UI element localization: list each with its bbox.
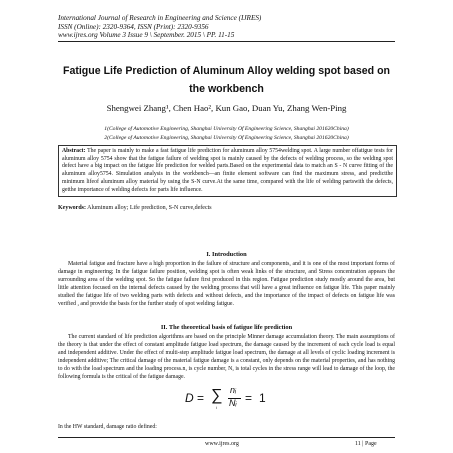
abstract-label: Abstract: (62, 148, 86, 154)
title-line-2: the workbench (189, 83, 264, 95)
affiliation-1: 1(College of Automotive Engineering, Shanghai University Of Engineering Science, Shanghai 201620China) (104, 126, 349, 132)
journal-header (58, 14, 398, 40)
formula-rhs: 1 (259, 391, 266, 405)
formula-equals-1: = (197, 391, 205, 405)
section-text-theory: The current standard of life prediction algorithms are based on the principle Minner damage accumulation theory. The main assumptions of the theory is that under the effect of constant amplitude fatigue load spectrum, the damage caused by the increment of each cycle load is equal and independent additive. Under the effect of multi-step amplitude fatigue load spectrum, the damage at all levels of cyclic loading increment is independent additive; The critical damage of the material fatigue damage is a constant, only depends on the material properties, and has nothing to do with the load spectrum and the loading process.n, is cycle number, N, is total cycles in the stress range will lead to damage of the loop, the following formula is the critical of the fatigue damage. (58, 334, 395, 380)
journal-name: International Journal of Research in Engineering and Science (IJRES) (58, 14, 262, 22)
abstract-box (58, 145, 397, 197)
journal-volume: www.ijres.org Volume 3 Issue 9 \ September. 2015 \ PP. 11-15 (58, 31, 235, 40)
after-formula-text: In the HW standard, damage ratio defined: (58, 424, 157, 430)
author-list: Shengwei Zhang¹, Chen Hao², Kun Gao, Duan Yu, Zhang Wen-Ping (106, 103, 347, 113)
keywords-text: Aluminum alloy; Life prediction, S-N curve,defects (87, 205, 212, 211)
abstract-text: The paper is mainly to make a fast fatigue life prediction for aluminum alloy 5754welding spot. A large number offatigue tests for aluminum alloy 5754 show that the fatigue failure of welding spot is mainly caused by the defects of welding process, so the welding spot defect have a big impact on the fatigue life prediction for welded parts.Based on the experimental data to match an S - N curve fitting of the aluminum alloy5754. Simulation analysis in the workbench—an finite element software can find the maximum stress, and predictthe minimum lifeof aluminum alloy material by using the S-N curve.At the same time, compared with the life of welding partswith the defects, getthe importance of welding defects for parts life influence. (62, 148, 393, 193)
formula-numerator: nᵢ (230, 385, 237, 395)
section-text-introduction: Material fatigue and fracture have a high proportion in the failure of structure and components, and it is one of the most important forms of damage in engineering; In the fatigue failure position, welding spot is often weak links of the structure, and Stress concentration appears the surrounding area of the welding spot. So the fatigue failure first produced in this region. Fatigue prediction study mostly around the area, but little attention focused on the internal defects caused by the welding process that will have a great influence on fatigue life. This paper mainly studied the fatigue life of two welding parts with defects and without defects, and the importance of the impact of defects on fatigue life was verified , and provide the basis for the further study of spot welding fatigue. (58, 261, 395, 307)
paper-title (58, 62, 395, 98)
title-line-1: Fatigue Life Prediction of Aluminum Alloy welding spot based on (62, 65, 391, 77)
keywords (58, 205, 395, 211)
section-heading-theory: II. The theoretical basis of fatigue life prediction (160, 324, 293, 331)
keywords-label: Keywords: (58, 205, 86, 211)
formula-index: i (216, 405, 217, 410)
affiliations (58, 125, 395, 143)
footer-url: www.ijres.org (205, 441, 239, 447)
footer-page-number: 11 | Page (355, 441, 377, 447)
formula-sum-sign: ∑ (211, 387, 223, 404)
section-heading-introduction: I. Introduction (206, 251, 247, 258)
journal-issn: ISSN (Online): 2320-9364, ISSN (Print): 2320-9356 (58, 22, 209, 31)
formula-lhs: D (185, 391, 194, 405)
footer-rule (58, 437, 395, 438)
formula-denominator: Nᵢ (229, 398, 237, 408)
header-rule (58, 41, 395, 42)
formula-equals-2: = (245, 391, 253, 405)
damage-formula (185, 385, 275, 413)
affiliation-2: 2(College of Automotive Engineering, Shanghai University Of Engineering Science, Shanghai 201620China) (104, 135, 349, 141)
